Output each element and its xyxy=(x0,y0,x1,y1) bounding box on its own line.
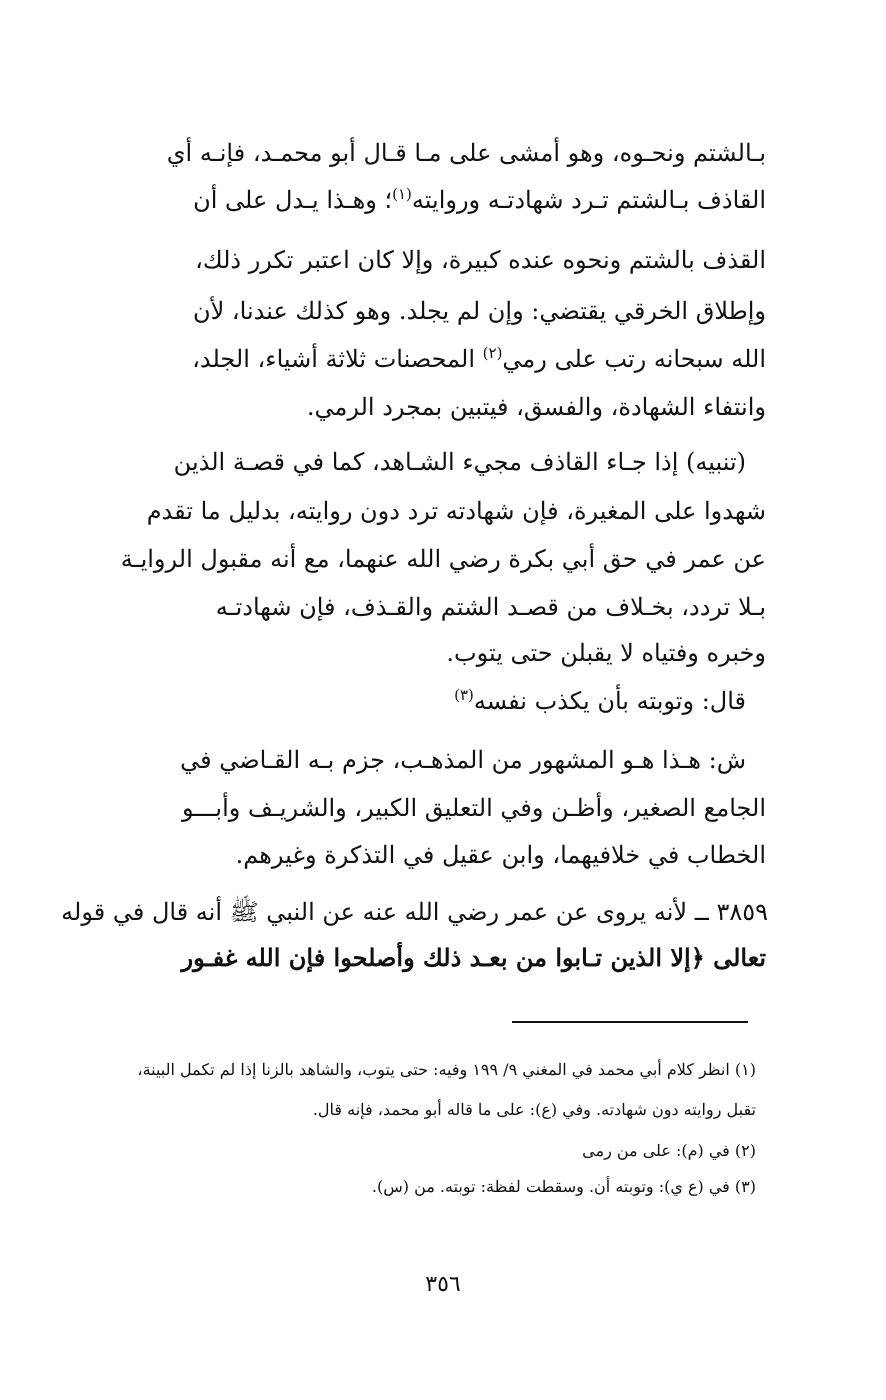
body-line-17: تعالى ﴿إلا الذين تـابوا من بعـد ذلك وأصلحوا فإن الله غفـور xyxy=(181,943,766,972)
footnote-ref-1: (١) xyxy=(392,185,412,203)
body-line-15: الخطاب في خلافيهما، وابن عقيل في التذكرة وغيرهم. xyxy=(235,841,766,869)
footnote-1-continued: تقبل روايته دون شهادته. وفي (ع): على ما قاله أبو محمد، فإنه قال. xyxy=(312,1100,756,1119)
body-line-16: ٣٨٥٩ ــ لأنه يروى عن عمر رضي الله عنه عن النبي ﷺ أنه قال في قوله xyxy=(61,898,768,926)
body-line-11: وخبره وفتياه لا يقبلن حتى يتوب. xyxy=(446,639,766,667)
body-line-14: الجامع الصغير، وأظـن وفي التعليق الكبير، والشريـف وأبـــو xyxy=(181,794,766,822)
body-line-1: بـالشتم ونحـوه، وهو أمشى على مـا قـال أبو محمـد، فإنـه أي xyxy=(166,139,766,167)
footnote-3: (٣) في (ع ي): وتوبته أن. وسقطت لفظة: توبته. من (س). xyxy=(371,1177,756,1196)
body-line-12: قال: وتوبته بأن يكذب نفسه$^{(٣)}$ xyxy=(454,686,746,715)
footnote-separator xyxy=(512,1021,748,1023)
body-line-9: عن عمر في حق أبي بكرة رضي الله عنهما، مع أنه مقبول الروايـة xyxy=(120,545,766,573)
body-line-13: ش: هـذا هـو المشهور من المذهـب، جزم بـه القـاضي في xyxy=(180,746,746,774)
body-line-7: (تنبيه) إذا جـاء القاذف مجيء الشـاهد، كما في قصـة الذين xyxy=(173,448,746,476)
body-line-10: بـلا تردد، بخـلاف من قصـد الشتم والقـذف، فإن شهادتـه xyxy=(215,593,766,621)
footnote-1: (١) انظر كلام أبي محمد في المغني ٩/ ١٩٩ وفيه: حتى يتوب، والشاهد بالزنا إذا لم تكمل البينة، xyxy=(137,1060,756,1079)
page-number: ٣٥٦ xyxy=(425,1272,461,1297)
body-line-4: وإطلاق الخرقي يقتضي: وإن لم يجلد. وهو كذلك عندنا، لأن xyxy=(192,297,766,325)
body-line-6: وانتفاء الشهادة، والفسق، فيتبين بمجرد الرمي. xyxy=(306,393,766,421)
body-line-8: شهدوا على المغيرة، فإن شهادته ترد دون روايته، بدليل ما تقدم xyxy=(146,497,766,525)
footnote-ref-2: (٢) xyxy=(482,344,503,362)
footnote-2: (٢) في (م): على من رمى xyxy=(582,1141,756,1160)
body-line-3: القذف بالشتم ونحوه عنده كبيرة، وإلا كان اعتبر تكرر ذلك، xyxy=(195,246,766,274)
body-line-2: القاذف بـالشتم تـرد شهادتـه وروايته$^{(١)}$؛ وهـذا يـدل على أن xyxy=(193,185,766,214)
body-line-5: الله سبحانه رتب على رمي$^{(٢)}$ المحصنات ثلاثة أشياء، الجلد، xyxy=(192,344,766,373)
footnote-ref-3: (٣) xyxy=(454,686,474,704)
